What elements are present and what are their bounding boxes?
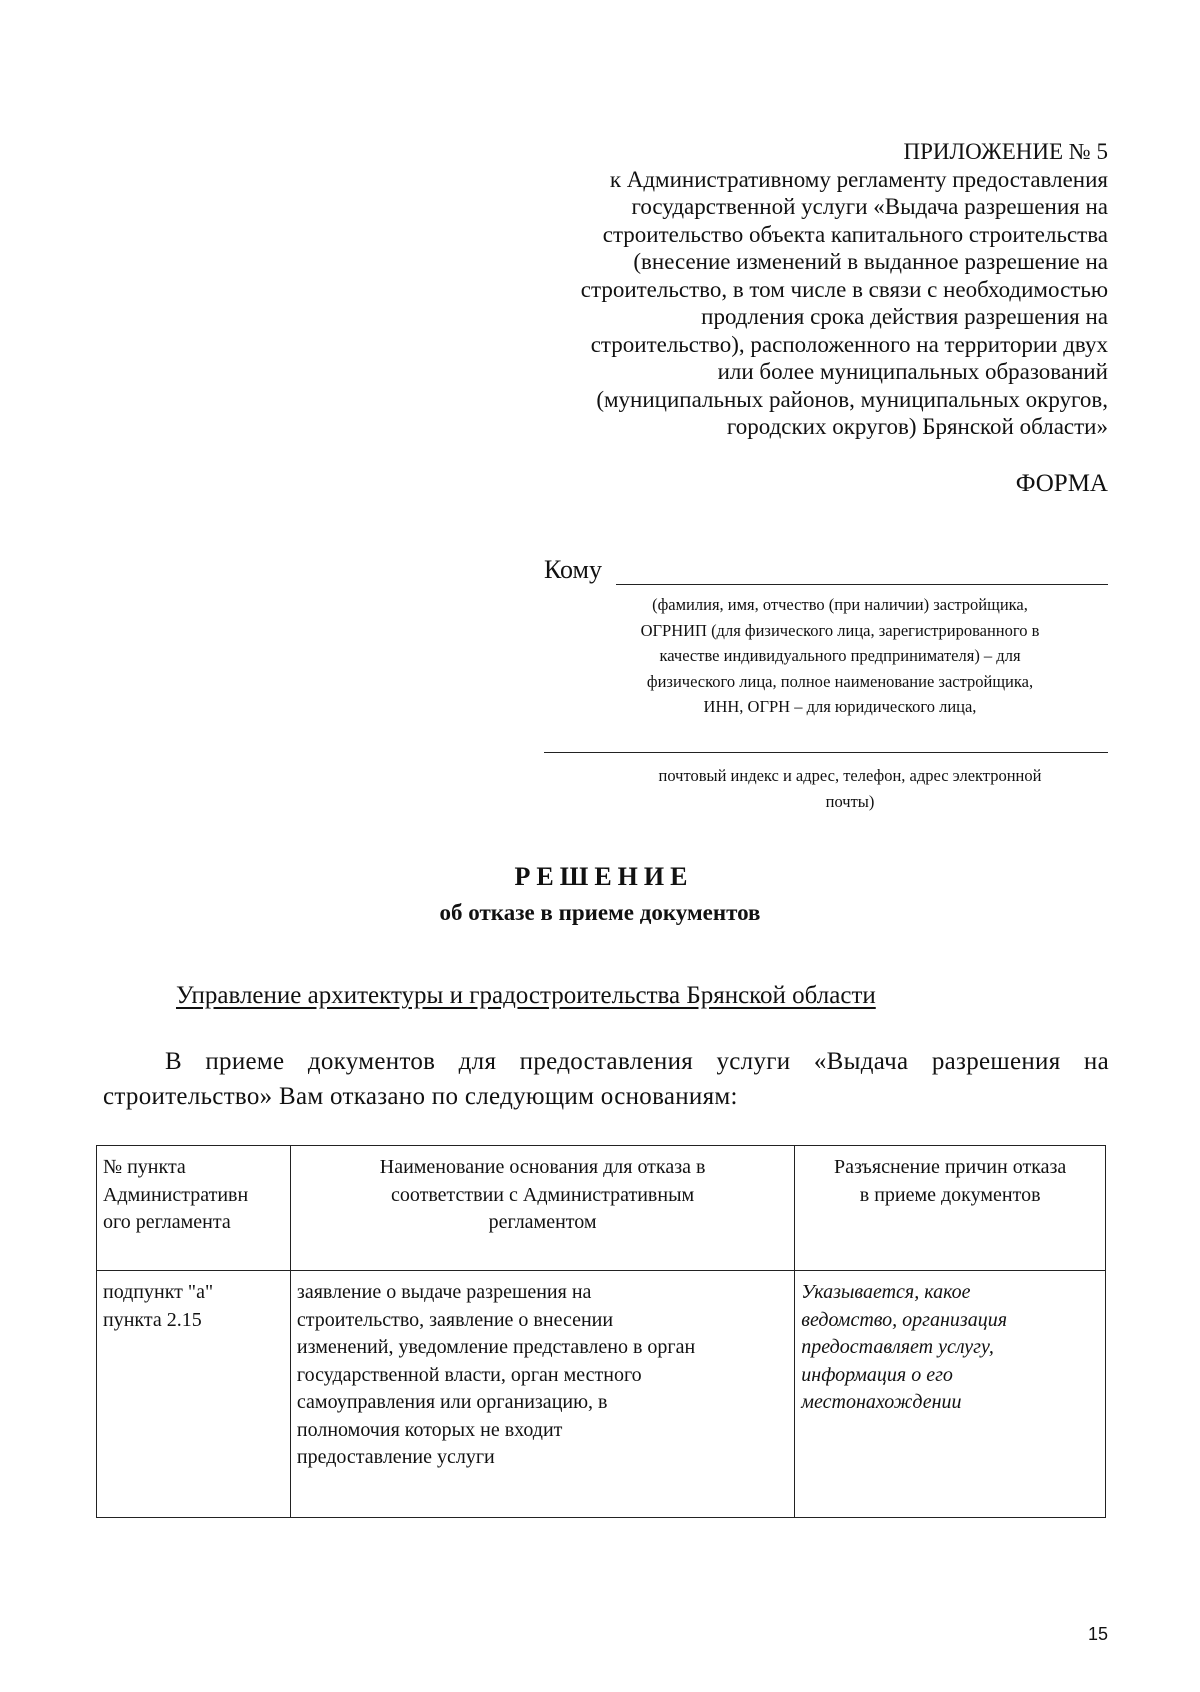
- header-text-line: регламентом: [488, 1211, 597, 1233]
- header-text-line: Административн: [103, 1183, 249, 1206]
- cell-text-line: подпункт "а": [103, 1281, 214, 1303]
- cell-explanation: [795, 1271, 1106, 1518]
- recipient-hint-line: (фамилия, имя, отчество (при наличии) застройщика,: [652, 595, 1028, 614]
- cell-text-line: предоставление услуги: [296, 1446, 495, 1468]
- header-cell-clause: [97, 1146, 291, 1271]
- recipient-hint-line: ИНН, ОГРН – для юридического лица,: [703, 697, 977, 716]
- appendix-line: строительство), расположенного на территории двух: [590, 331, 1108, 357]
- cell-text-line: пункта 2.15: [103, 1308, 202, 1331]
- header-text-line: соответствии с Административным: [391, 1183, 695, 1206]
- cell-text-line: информация о его: [801, 1363, 953, 1386]
- cell-text-line: строительство, заявление о внесении: [296, 1308, 614, 1331]
- recipient-name-field-line: [616, 584, 1108, 585]
- appendix-line: строительство объекта капитального строительства: [602, 221, 1108, 247]
- page-number: 15: [1087, 1624, 1108, 1644]
- header-cell-reason: [290, 1146, 794, 1271]
- recipient-label: Кому: [544, 555, 603, 584]
- appendix-line: ПРИЛОЖЕНИЕ № 5: [903, 139, 1108, 164]
- cell-text-line: предоставляет услугу,: [801, 1336, 994, 1358]
- refusal-paragraph: [103, 1044, 1109, 1114]
- header-cell-explanation: [795, 1146, 1106, 1271]
- table-header-row: [97, 1146, 1106, 1271]
- cell-reason: [290, 1271, 794, 1518]
- cell-text-line: местонахождении: [801, 1391, 962, 1413]
- authority-name: Управление архитектуры и градостроительства Брянской области: [176, 982, 876, 1009]
- appendix-line: (муниципальных районов, муниципальных округов,: [596, 386, 1108, 412]
- header-text-line: Разъяснение причин отказа: [834, 1156, 1067, 1178]
- decision-title: РЕШЕНИЕ: [514, 862, 694, 891]
- cell-text-line: самоуправления или организацию, в: [296, 1391, 608, 1413]
- cell-text-line: изменений, уведомление представлено в орган: [296, 1336, 696, 1358]
- cell-clause: [97, 1271, 291, 1518]
- cell-text-line: полномочия которых не входит: [296, 1418, 563, 1441]
- appendix-line: к Административному регламенту предоставления: [609, 166, 1108, 192]
- form-label: ФОРМА: [1015, 470, 1108, 497]
- header-text-line: № пункта: [103, 1156, 186, 1178]
- header-text-line: в приеме документов: [859, 1183, 1041, 1206]
- paragraph-line: строительство» Вам отказано по следующим основаниям:: [103, 1083, 738, 1110]
- address-hint-line: почтовый индекс и адрес, телефон, адрес электронной: [658, 766, 1042, 785]
- appendix-line: продления срока действия разрешения на: [701, 304, 1108, 329]
- decision-subtitle: об отказе в приеме документов: [439, 900, 761, 925]
- recipient-hint-line: ОГРНИП (для физического лица, зарегистрированного в: [640, 620, 1040, 640]
- appendix-line: (внесение изменений в выданное разрешение на: [633, 249, 1108, 274]
- paragraph-line: В приеме документов для предоставления услуги «Выдача разрешения на: [165, 1048, 1109, 1075]
- cell-text-line: ведомство, организация: [801, 1308, 1008, 1331]
- appendix-line: строительство, в том числе в связи с необходимостью: [580, 276, 1108, 302]
- appendix-line: или более муниципальных образований: [717, 359, 1108, 384]
- cell-text-line: Указывается, какое: [801, 1281, 971, 1303]
- cell-text-line: заявление о выдаче разрешения на: [296, 1281, 592, 1303]
- recipient-address-field-line: [544, 752, 1108, 753]
- cell-text-line: государственной власти, орган местного: [296, 1363, 642, 1386]
- appendix-line: городских округов) Брянской области»: [726, 414, 1108, 439]
- header-text-line: ого регламента: [103, 1211, 231, 1233]
- recipient-hint-line: физического лица, полное наименование застройщика,: [646, 671, 1034, 691]
- refusal-reasons-table: [96, 1145, 1106, 1518]
- appendix-line: государственной услуги «Выдача разрешения на: [631, 194, 1108, 219]
- table-row: [97, 1271, 1106, 1518]
- recipient-hint: [560, 592, 1120, 720]
- address-hint-line: почты): [825, 792, 875, 811]
- header-text-line: Наименование основания для отказа в: [379, 1156, 706, 1178]
- recipient-hint-line: качестве индивидуального предпринимателя) – для: [659, 646, 1021, 665]
- address-hint: [570, 763, 1130, 815]
- appendix-header: [468, 138, 1108, 441]
